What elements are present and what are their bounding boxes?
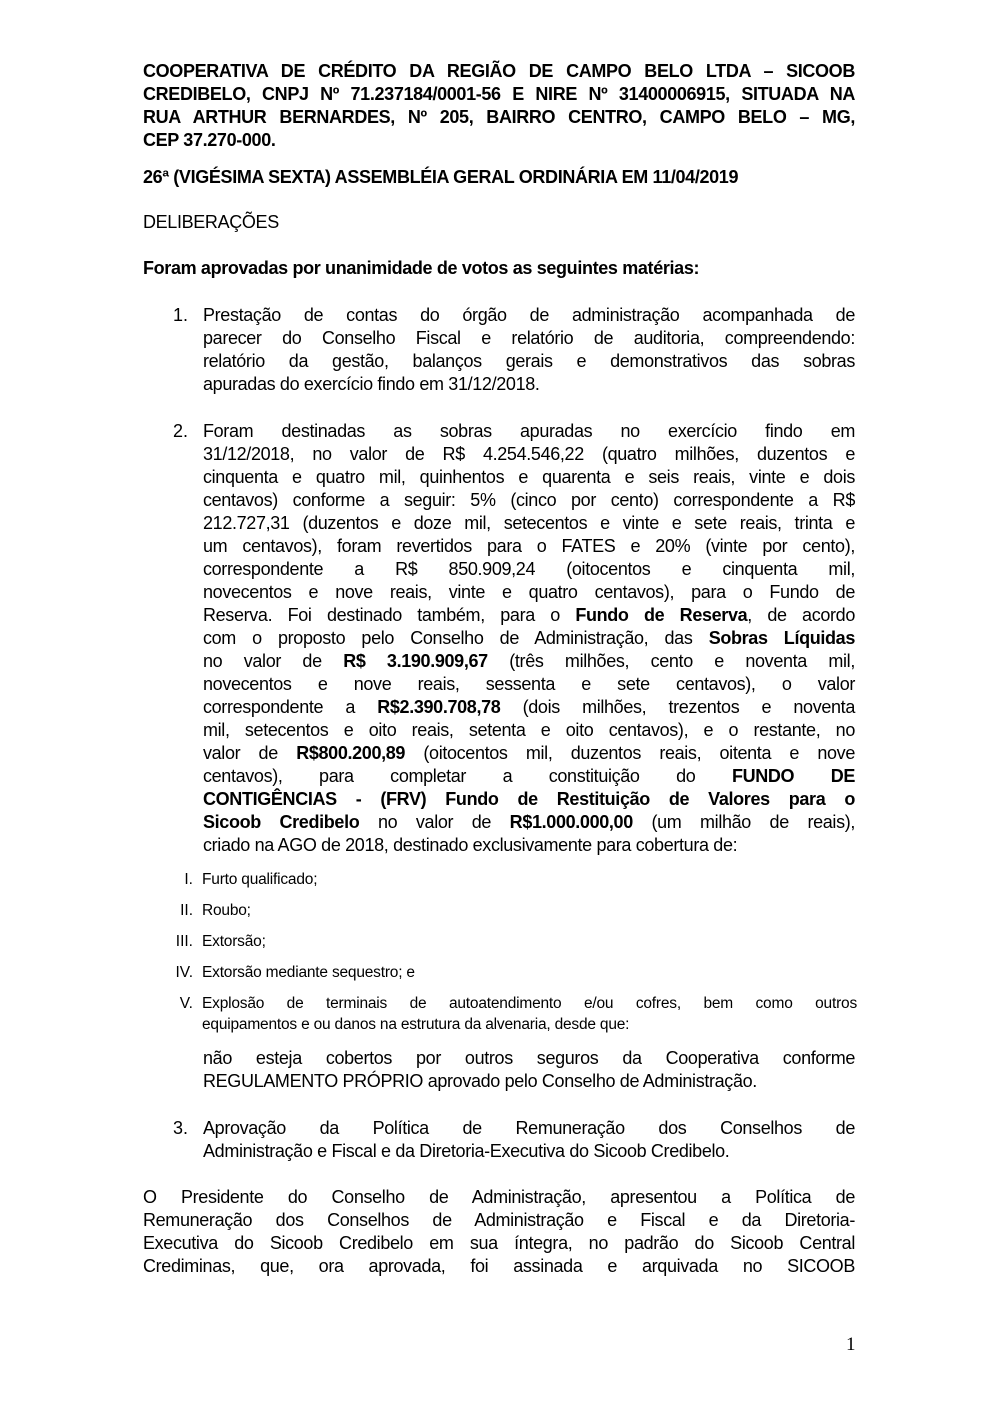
intro-statement — [143, 257, 855, 280]
text-line — [143, 83, 855, 106]
bold-text: Sicoob Credibelo — [203, 812, 360, 832]
text-line — [203, 788, 855, 811]
text-segment: 212.727,31 (duzentos e doze mil, setecentos e vinte e sete reais, trinta e — [203, 513, 855, 533]
text-line — [203, 604, 855, 627]
item-1-text — [203, 304, 855, 396]
text-segment: novecentos e nove reais, vinte e quatro centavos), para o Fundo de — [203, 582, 855, 602]
text-line — [202, 869, 857, 890]
roman-numeral: III. — [175, 933, 193, 950]
item-2-number: 2. — [173, 421, 189, 441]
text-segment: DELIBERAÇÕES — [143, 212, 279, 232]
bold-text: R$ 3.190.909,67 — [343, 651, 488, 671]
item-3-number: 3. — [173, 1118, 189, 1138]
bold-text: COOPERATIVA DE CRÉDITO DA REGIÃO DE CAMPO BELO LTDA – SICOOB — [143, 61, 855, 81]
text-line — [203, 719, 855, 742]
bold-text: Sobras Líquidas — [708, 628, 855, 648]
roman-numeral: II. — [180, 902, 193, 919]
bold-text: FUNDO DE — [731, 766, 855, 786]
text-segment: equipamentos e ou danos na estrutura da alvenaria, desde que: — [202, 1016, 630, 1033]
text-segment: Remuneração dos Conselhos de Administração e Fiscal e da Diretoria- — [143, 1210, 855, 1230]
text-segment: Administração e Fiscal e da Diretoria-Executiva do Sicoob Credibelo. — [203, 1141, 730, 1161]
roman-numeral: IV. — [175, 964, 193, 981]
text-line — [203, 443, 855, 466]
text-segment: um centavos), foram revertidos para o FATES e 20% (vinte por cento), — [203, 536, 855, 556]
text-segment: no valor de — [359, 812, 510, 832]
closing-paragraph — [143, 1186, 855, 1278]
bold-text: R$1.000.000,00 — [509, 812, 633, 832]
text-line — [143, 257, 855, 280]
text-line — [203, 327, 855, 350]
text-segment: Extorsão mediante sequestro; e — [202, 964, 415, 981]
text-line — [202, 993, 857, 1014]
text-segment: novecentos e nove reais, sessenta e sete centavos), o valor — [203, 674, 855, 694]
text-segment: (três milhões, cento e noventa mil, — [487, 651, 855, 671]
text-line — [203, 765, 855, 788]
bold-text: CEP 37.270-000. — [143, 130, 276, 150]
coverage-item — [202, 962, 857, 983]
text-line — [203, 1047, 855, 1070]
text-segment: no valor de — [203, 651, 344, 671]
text-segment: relatório da gestão, balanços gerais e demonstrativos das sobras — [203, 351, 855, 371]
text-segment: REGULAMENTO PRÓPRIO aprovado pelo Conselho de Administração. — [203, 1071, 757, 1091]
roman-numeral: I. — [184, 871, 193, 888]
text-segment: Foram destinadas as sobras apuradas no exercício findo em — [203, 421, 855, 441]
section-heading — [143, 211, 855, 234]
text-segment: centavos) conforme a seguir: 5% (cinco por cento) correspondente a R$ — [203, 490, 855, 510]
text-segment: , de acordo — [747, 605, 855, 625]
text-segment: criado na AGO de 2018, destinado exclusivamente para cobertura de: — [203, 835, 738, 855]
text-line — [203, 350, 855, 373]
text-segment: apuradas do exercício findo em 31/12/2018. — [203, 374, 540, 394]
coverage-item — [202, 993, 857, 1035]
text-line — [202, 931, 857, 952]
text-segment: centavos), para completar a constituição do — [203, 766, 732, 786]
text-segment: cinquenta e quatro mil, quinhentos e quarenta e seis reais, vinte e dois — [203, 467, 855, 487]
text-segment: valor de — [203, 743, 297, 763]
text-segment: com o proposto pelo Conselho de Administração, das — [203, 628, 709, 648]
bold-text: RUA ARTHUR BERNARDES, Nº 205, BAIRRO CENTRO, CAMPO BELO – MG, — [143, 107, 855, 127]
text-line — [203, 1140, 855, 1163]
text-line — [203, 466, 855, 489]
bold-text: CREDIBELO, CNPJ Nº 71.237184/0001-56 E NIRE Nº 31400006915, SITUADA NA — [143, 84, 855, 104]
text-line — [143, 129, 855, 152]
text-line — [203, 1117, 855, 1140]
text-line — [203, 650, 855, 673]
roman-numeral: V. — [179, 995, 193, 1012]
text-line — [203, 420, 855, 443]
text-line — [203, 1070, 855, 1093]
text-line — [143, 211, 855, 234]
assembly-title — [143, 166, 855, 189]
text-segment: 31/12/2018, no valor de R$ 4.254.546,22 (quatro milhões, duzentos e — [203, 444, 855, 464]
text-line — [202, 900, 857, 921]
text-line — [202, 1014, 857, 1035]
text-line — [202, 962, 857, 983]
text-line — [203, 696, 855, 719]
text-segment: Roubo; — [202, 902, 251, 919]
text-line — [203, 834, 855, 857]
text-line — [143, 1186, 855, 1209]
coverage-item — [202, 900, 857, 921]
text-line — [203, 581, 855, 604]
text-segment: Prestação de contas do órgão de administração acompanhada de — [203, 305, 855, 325]
text-line — [203, 811, 855, 834]
text-line — [203, 673, 855, 696]
text-segment: Reserva. Foi destinado também, para o — [203, 605, 576, 625]
coverage-item — [202, 869, 857, 890]
bold-text: R$800.200,89 — [296, 743, 406, 763]
text-line — [143, 1232, 855, 1255]
text-segment: (oitocentos mil, duzentos reais, oitenta e nove — [405, 743, 855, 763]
text-segment: correspondente a R$ 850.909,24 (oitocentos e cinquenta mil, — [203, 559, 855, 579]
page-number: 1 — [846, 1334, 856, 1355]
text-line — [143, 106, 855, 129]
text-segment: mil, setecentos e oito reais, setenta e oito centavos), e o restante, no — [203, 720, 855, 740]
text-segment: O Presidente do Conselho de Administração, apresentou a Política de — [143, 1187, 855, 1207]
text-line — [143, 1255, 855, 1278]
text-line — [143, 1209, 855, 1232]
text-line — [203, 373, 855, 396]
text-line — [203, 535, 855, 558]
item-2-text — [203, 420, 855, 857]
text-line — [203, 304, 855, 327]
text-line — [143, 60, 855, 83]
text-line — [203, 512, 855, 535]
bold-text: CONTIGÊNCIAS - (FRV) Fundo de Restituição de Valores para o — [203, 789, 855, 809]
text-segment: correspondente a — [203, 697, 378, 717]
text-segment: Executiva do Sicoob Credibelo em sua íntegra, no padrão do Sicoob Central — [143, 1233, 855, 1253]
header-block — [143, 60, 855, 152]
coverage-item — [202, 931, 857, 952]
bold-text: Fundo de Reserva — [575, 605, 748, 625]
item-3-text — [203, 1117, 855, 1163]
text-segment: não esteja cobertos por outros seguros da Cooperativa conforme — [203, 1048, 855, 1068]
text-line — [203, 489, 855, 512]
text-segment: (dois milhões, trezentos e noventa — [500, 697, 855, 717]
text-line — [203, 558, 855, 581]
text-segment: Explosão de terminais de autoatendimento e/ou cofres, bem como outros — [202, 995, 857, 1012]
text-segment: Aprovação da Política de Remuneração dos Conselhos de — [203, 1118, 855, 1138]
item-1-number: 1. — [173, 305, 189, 325]
bold-text: 26ª (VIGÉSIMA SEXTA) ASSEMBLÉIA GERAL ORDINÁRIA EM 11/04/2019 — [143, 167, 739, 187]
text-segment: parecer do Conselho Fiscal e relatório de auditoria, compreendendo: — [203, 328, 855, 348]
text-segment: Crediminas, que, ora aprovada, foi assinada e arquivada no SICOOB — [143, 1256, 855, 1276]
text-segment: (um milhão de reais), — [632, 812, 856, 832]
text-line — [203, 627, 855, 650]
condition-text — [203, 1047, 855, 1093]
text-line — [143, 166, 855, 189]
text-line — [203, 742, 855, 765]
bold-text: Foram aprovadas por unanimidade de votos as seguintes matérias: — [143, 258, 700, 278]
text-segment: Furto qualificado; — [202, 871, 318, 888]
text-segment: Extorsão; — [202, 933, 266, 950]
bold-text: R$2.390.708,78 — [377, 697, 501, 717]
